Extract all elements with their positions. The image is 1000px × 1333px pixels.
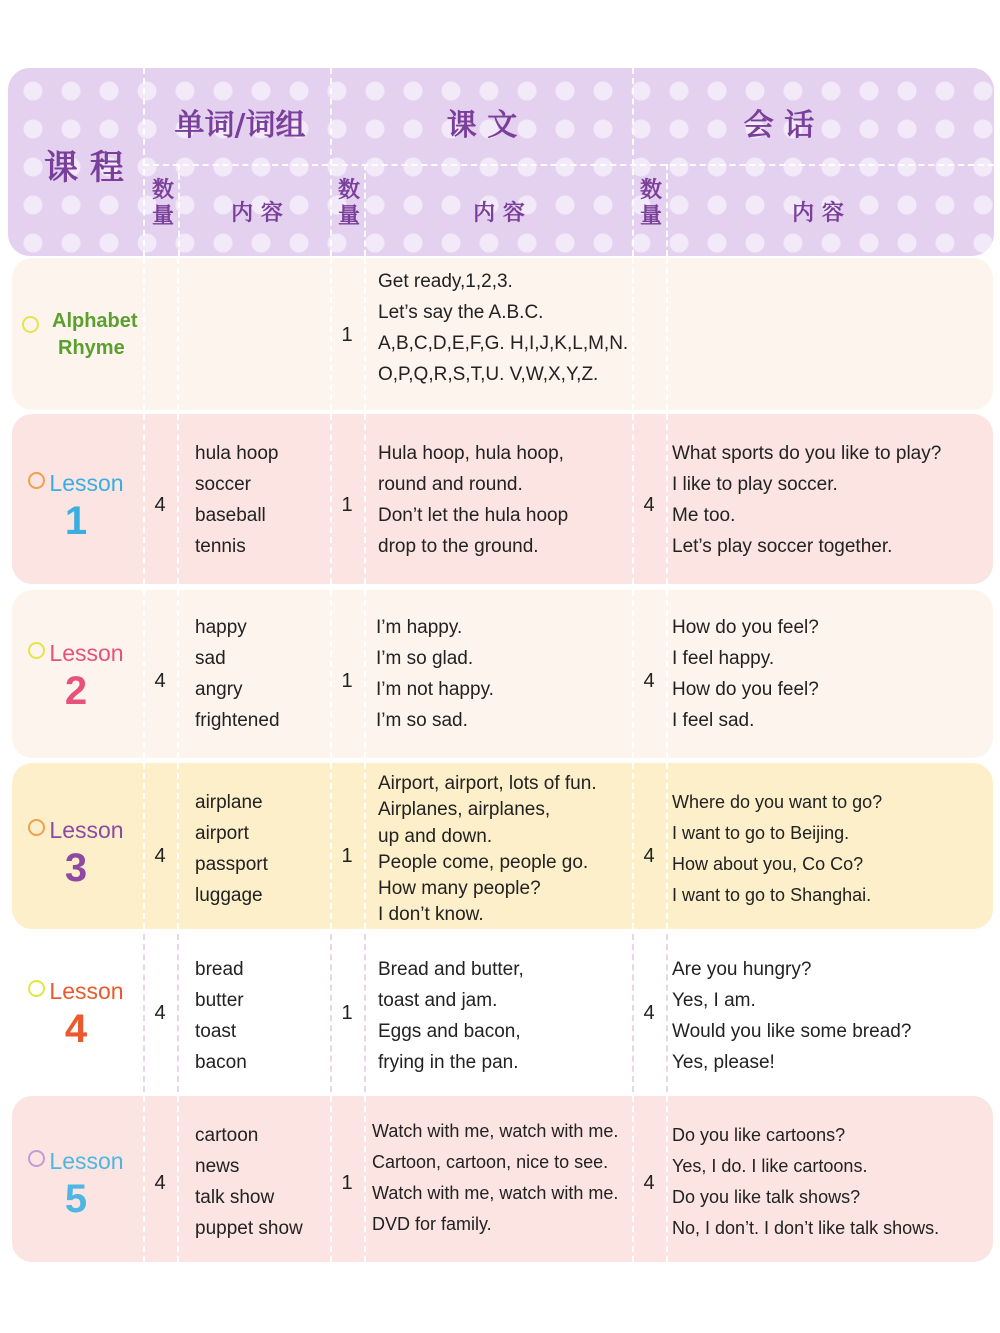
text-lines: [378, 266, 628, 390]
bullet-circle-icon: [28, 1150, 45, 1167]
dialog-line: Yes, please!: [672, 1052, 775, 1073]
lesson-word: Lesson: [49, 978, 124, 1004]
text-line: Watch with me, watch with me.: [372, 1183, 619, 1203]
text-line: toast and jam.: [378, 990, 498, 1011]
text-count: 1: [341, 1002, 353, 1024]
lesson-title: [16, 978, 136, 1049]
word-line: luggage: [195, 885, 263, 906]
divider: [177, 1096, 179, 1262]
header-dialog-content: 内 容: [792, 201, 844, 226]
text-count: 1: [341, 324, 353, 346]
text-line: Airplanes, airplanes,: [378, 799, 551, 821]
alphabet-title-line-2: Rhyme: [58, 337, 125, 359]
dialog-line: I like to play soccer.: [672, 474, 838, 495]
divider: [178, 164, 180, 256]
divider: [177, 414, 179, 584]
text-line: Hula hoop, hula hoop,: [378, 443, 564, 464]
lesson-number: 1: [64, 499, 88, 543]
dialog-line: Would you like some bread?: [672, 1021, 912, 1042]
word-lines: [195, 438, 278, 562]
text-line: I don’t know.: [378, 904, 484, 926]
dialog-lines: [672, 1120, 939, 1244]
bullet-circle-icon: [28, 472, 45, 489]
dialog-count: 4: [643, 1002, 655, 1024]
header-text-group: 课 文: [446, 108, 518, 143]
header-course: 课 程: [44, 148, 124, 188]
divider: [666, 590, 668, 758]
row-lesson-1: [12, 414, 993, 584]
dialog-line: How about you, Co Co?: [672, 854, 864, 874]
divider: [666, 164, 668, 256]
alphabet-title-line-1: Alphabet: [52, 310, 138, 332]
text-line: Bread and butter,: [378, 959, 524, 980]
text-line: round and round.: [378, 474, 523, 495]
divider: [177, 934, 179, 1092]
dialog-lines: [672, 954, 911, 1078]
lesson-title: [22, 310, 142, 360]
word-lines: [195, 954, 247, 1078]
text-line: I’m so glad.: [376, 648, 474, 669]
text-lines: [376, 612, 494, 736]
dialog-line: Are you hungry?: [672, 959, 812, 980]
text-line: Let’s say the A.B.C.: [378, 302, 544, 323]
text-count: 1: [341, 845, 353, 867]
text-lines: [378, 771, 597, 929]
dialog-line: Do you like talk shows?: [672, 1187, 861, 1207]
dialog-line: I want to go to Beijing.: [672, 823, 850, 843]
word-line: news: [195, 1156, 240, 1177]
header-words-content: 内 容: [231, 201, 283, 226]
divider: [364, 934, 366, 1092]
word-line: happy: [195, 617, 247, 638]
text-line: People come, people go.: [378, 851, 589, 873]
divider: [632, 68, 634, 256]
word-line: butter: [195, 990, 244, 1011]
dialog-line: How do you feel?: [672, 617, 819, 638]
lesson-title: [16, 817, 136, 888]
dialog-count: 4: [643, 845, 655, 867]
dialog-line: Yes, I am.: [672, 990, 756, 1011]
word-line: puppet show: [195, 1218, 303, 1239]
header-words-group: 单词/词组: [174, 108, 306, 143]
lesson-number: 5: [64, 1177, 88, 1221]
text-line: I’m not happy.: [376, 679, 494, 700]
header-dialog-count: 数量: [639, 178, 662, 229]
text-line: Watch with me, watch with me.: [372, 1121, 619, 1141]
word-line: cartoon: [195, 1125, 259, 1146]
row-lesson-4: [12, 934, 993, 1092]
word-line: frightened: [195, 710, 280, 731]
lesson-title: [16, 470, 136, 541]
divider: [177, 590, 179, 758]
word-lines: [195, 787, 268, 911]
text-line: Don’t let the hula hoop: [378, 505, 569, 526]
dialog-line: No, I don’t. I don’t like talk shows.: [672, 1218, 940, 1238]
word-line: sad: [195, 648, 226, 669]
text-line: I’m happy.: [376, 617, 463, 638]
dialog-line: Let’s play soccer together.: [672, 536, 893, 557]
lesson-number: 2: [64, 669, 88, 713]
dialog-line: I feel happy.: [672, 648, 775, 669]
bullet-circle-icon: [28, 980, 45, 997]
word-line: tennis: [195, 536, 246, 557]
row-lesson-3: [12, 763, 993, 929]
text-line: Get ready,1,2,3.: [378, 271, 513, 292]
word-line: talk show: [195, 1187, 275, 1208]
divider: [143, 258, 145, 410]
text-line: I’m so sad.: [376, 710, 468, 731]
text-line: up and down.: [378, 825, 493, 847]
table-header: [8, 68, 994, 256]
dialog-line: What sports do you like to play?: [672, 443, 942, 464]
divider: [666, 934, 668, 1092]
dialog-lines: [672, 787, 882, 911]
divider: [364, 1096, 366, 1262]
row-alphabet-rhyme: [12, 258, 993, 410]
lesson-number: 4: [64, 1007, 88, 1051]
text-lines: [372, 1116, 618, 1240]
header-dialog-group: 会 话: [743, 108, 815, 143]
word-line: soccer: [195, 474, 251, 495]
words-count: 4: [154, 1172, 166, 1194]
dialog-line: Me too.: [672, 505, 736, 526]
divider: [666, 763, 668, 929]
text-line: DVD for family.: [372, 1214, 492, 1234]
word-line: passport: [195, 854, 268, 875]
divider: [177, 258, 179, 410]
dialog-line: I want to go to Shanghai.: [672, 885, 872, 905]
divider: [364, 164, 366, 256]
text-lines: [378, 954, 524, 1078]
word-line: bread: [195, 959, 244, 980]
lesson-word: Lesson: [49, 470, 124, 496]
divider: [364, 258, 366, 410]
text-line: drop to the ground.: [378, 536, 539, 557]
header-text-count: 数量: [337, 178, 360, 229]
bullet-circle-icon: [22, 316, 39, 333]
text-line: O,P,Q,R,S,T,U. V,W,X,Y,Z.: [378, 364, 599, 385]
word-line: baseball: [195, 505, 266, 526]
divider: [143, 68, 145, 256]
divider: [143, 164, 994, 166]
lesson-title: [16, 640, 136, 711]
word-line: toast: [195, 1021, 237, 1042]
dialog-lines: [672, 612, 819, 736]
divider: [364, 590, 366, 758]
lesson-number: 3: [64, 846, 88, 890]
dialog-line: Do you like cartoons?: [672, 1125, 846, 1145]
word-lines: [195, 612, 280, 736]
divider: [632, 258, 634, 410]
header-words-count: 数量: [151, 178, 174, 229]
text-line: How many people?: [378, 878, 541, 900]
divider: [364, 414, 366, 584]
word-line: hula hoop: [195, 443, 279, 464]
divider: [177, 763, 179, 929]
row-lesson-2: [12, 590, 993, 758]
lesson-word: Lesson: [49, 817, 124, 843]
divider: [666, 1096, 668, 1262]
text-line: Airport, airport, lots of fun.: [378, 773, 597, 794]
words-count: 4: [154, 494, 166, 516]
bullet-circle-icon: [28, 819, 45, 836]
header-text-content: 内 容: [473, 201, 525, 226]
word-lines: [195, 1120, 303, 1244]
dialog-count: 4: [643, 1172, 655, 1194]
word-line: airplane: [195, 792, 263, 813]
divider: [364, 763, 366, 929]
lesson-title: [16, 1148, 136, 1219]
divider: [666, 414, 668, 584]
lesson-word: Lesson: [49, 1148, 124, 1174]
text-count: 1: [341, 670, 353, 692]
divider: [330, 68, 332, 256]
word-line: angry: [195, 679, 243, 700]
dialog-line: Yes, I do. I like cartoons.: [672, 1156, 868, 1176]
dialog-count: 4: [643, 494, 655, 516]
word-line: airport: [195, 823, 249, 844]
text-line: A,B,C,D,E,F,G. H,I,J,K,L,M,N.: [378, 333, 629, 354]
words-count: 4: [154, 670, 166, 692]
text-line: Cartoon, cartoon, nice to see.: [372, 1152, 609, 1172]
divider: [666, 258, 668, 410]
text-lines: [378, 438, 568, 562]
row-lesson-5: [12, 1096, 993, 1262]
text-count: 1: [341, 1172, 353, 1194]
text-count: 1: [341, 494, 353, 516]
words-count: 4: [154, 1002, 166, 1024]
word-line: bacon: [195, 1052, 247, 1073]
dialog-count: 4: [643, 670, 655, 692]
words-count: 4: [154, 845, 166, 867]
lesson-word: Lesson: [49, 640, 124, 666]
dialog-line: Where do you want to go?: [672, 792, 883, 812]
dialog-line: How do you feel?: [672, 679, 819, 700]
bullet-circle-icon: [28, 642, 45, 659]
text-line: frying in the pan.: [378, 1052, 519, 1073]
dialog-line: I feel sad.: [672, 710, 755, 731]
text-line: Eggs and bacon,: [378, 1021, 521, 1042]
dialog-lines: [672, 438, 941, 562]
